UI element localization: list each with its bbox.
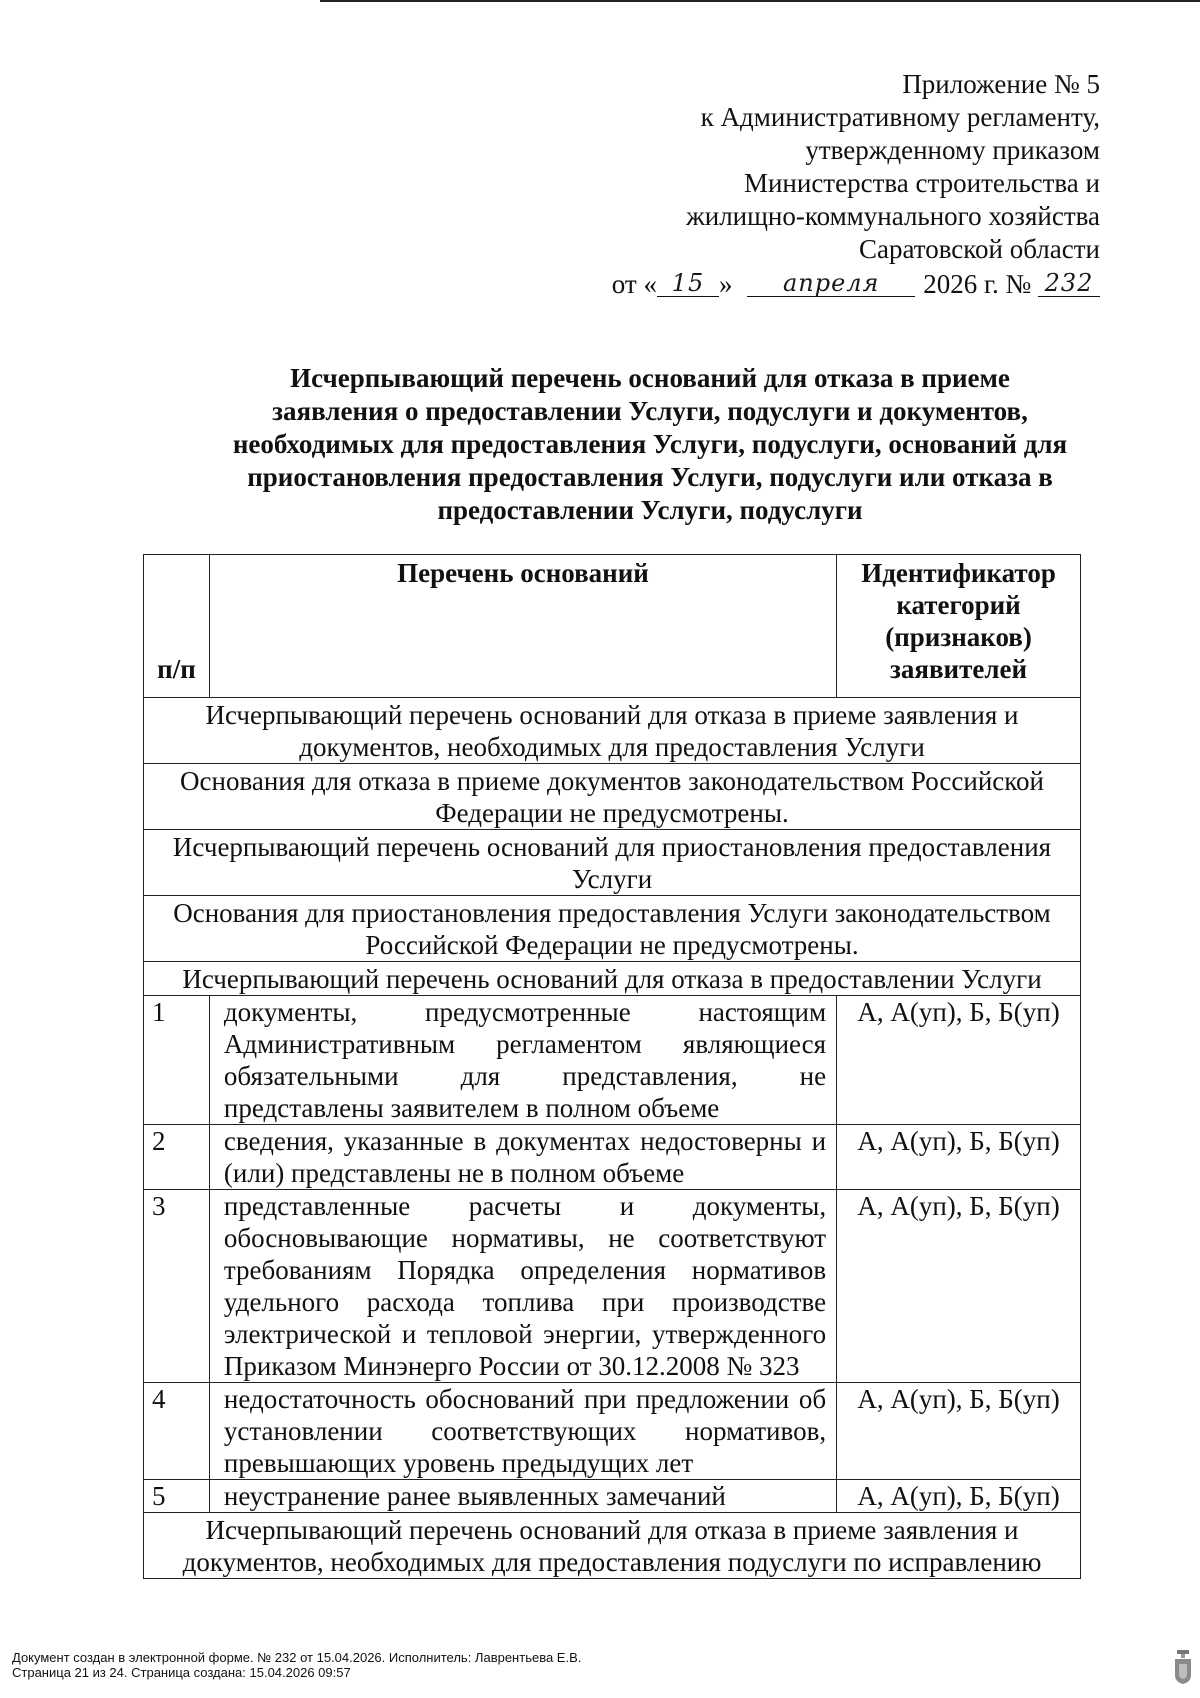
- section-row: [144, 698, 1081, 764]
- section-heading-1: Исчерпывающий перечень оснований для отказа в приеме заявления и документов, необходимых для предоставления Услуги: [144, 698, 1081, 764]
- footer-line-2: Страница 21 из 24. Страница создана: 15.04.2026 09:57: [12, 1665, 351, 1680]
- title-line-2: заявления о предоставлении Услуги, подуслуги и документов,: [272, 396, 1028, 426]
- header-ids: Идентификатор категорий (признаков) заявителей: [837, 555, 1081, 698]
- grounds-table: [143, 554, 1081, 1579]
- row-reason: неустранение ранее выявленных замечаний: [209, 1480, 836, 1513]
- row-category-ids: А, А(уп), Б, Б(уп): [837, 996, 1081, 1125]
- header-reasons: Перечень оснований: [209, 555, 836, 698]
- header-line-3: утвержденному приказом: [805, 135, 1100, 165]
- title-line-5: предоставлении Услуги, подуслуги: [437, 495, 863, 525]
- table-header-row: [144, 555, 1081, 698]
- section-note-1: Основания для отказа в приеме документов законодательством Российской Федерации не предусмотрены.: [144, 764, 1081, 830]
- row-category-ids: А, А(уп), Б, Б(уп): [837, 1125, 1081, 1190]
- title-line-4: приостановления предоставления Услуги, подуслуги или отказа в: [247, 462, 1053, 492]
- row-reason: сведения, указанные в документах недостоверны и (или) представлены не в полном объеме: [209, 1125, 836, 1190]
- section-row: [144, 830, 1081, 896]
- document-title: [150, 362, 1150, 527]
- table-row: [144, 1125, 1081, 1190]
- section-row: [144, 1513, 1081, 1579]
- table-row: [144, 1190, 1081, 1383]
- row-category-ids: А, А(уп), Б, Б(уп): [837, 1190, 1081, 1383]
- top-edge-line: [320, 0, 1200, 2]
- row-category-ids: А, А(уп), Б, Б(уп): [837, 1480, 1081, 1513]
- section-heading-2: Исчерпывающий перечень оснований для приостановления предоставления Услуги: [144, 830, 1081, 896]
- title-line-3: необходимых для предоставления Услуги, подуслуги, оснований для: [232, 429, 1068, 459]
- header-line-2: к Административному регламенту,: [700, 102, 1100, 132]
- section-row: [144, 896, 1081, 962]
- order-date-line: [500, 268, 1100, 301]
- footer-line-1: Документ создан в электронной форме. № 232 от 15.04.2026. Исполнитель: Лаврентьева Е.В.: [12, 1650, 582, 1665]
- row-number: 4: [144, 1383, 210, 1480]
- handwritten-month: апреля: [747, 270, 915, 297]
- section-row: [144, 962, 1081, 996]
- date-quote-close: »: [718, 269, 733, 299]
- header-line-4: Министерства строительства и: [743, 168, 1100, 198]
- row-number: 1: [144, 996, 210, 1125]
- handwritten-order-number: 232: [1038, 270, 1100, 297]
- header-line-6: Саратовской области: [859, 234, 1100, 264]
- row-number: 2: [144, 1125, 210, 1190]
- row-number: 3: [144, 1190, 210, 1383]
- row-category-ids: А, А(уп), Б, Б(уп): [837, 1383, 1081, 1480]
- section-heading-4: Исчерпывающий перечень оснований для отказа в приеме заявления и документов, необходимых для предоставления подуслуги по исправлению: [144, 1513, 1081, 1579]
- header-num: п/п: [144, 555, 210, 698]
- coat-of-arms-icon: [1174, 1650, 1192, 1684]
- handwritten-day: 15: [657, 270, 719, 297]
- table-row: [144, 1383, 1081, 1480]
- header-line-1: Приложение № 5: [902, 69, 1100, 99]
- table-row: [144, 1480, 1081, 1513]
- section-heading-3: Исчерпывающий перечень оснований для отказа в предоставлении Услуги: [144, 962, 1081, 996]
- row-reason: недостаточность обоснований при предложении об установлении соответствующих нормативов, превышающих уровень предыдущих лет: [209, 1383, 836, 1480]
- table-row: [144, 996, 1081, 1125]
- electronic-document-footer: [12, 1650, 581, 1680]
- date-prefix: от «: [611, 269, 657, 299]
- row-reason: документы, предусмотренные настоящим Административным регламентом являющиеся обязательными для представления, не представлены заявителем в полном объеме: [209, 996, 836, 1125]
- header-line-5: жилищно-коммунального хозяйства: [686, 201, 1100, 231]
- appendix-header: [500, 68, 1100, 301]
- section-row: [144, 764, 1081, 830]
- section-note-2: Основания для приостановления предоставления Услуги законодательством Российской Федерации не предусмотрены.: [144, 896, 1081, 962]
- title-line-1: Исчерпывающий перечень оснований для отказа в приеме: [290, 363, 1010, 393]
- date-year: 2026 г. №: [923, 269, 1032, 299]
- row-reason: представленные расчеты и документы, обосновывающие нормативы, не соответствуют требованиям Порядка определения нормативов удельного расхода топлива при производстве электрической и тепловой энергии, утвержденного Приказом Минэнерго России от 30.12.2008 № 323: [209, 1190, 836, 1383]
- row-number: 5: [144, 1480, 210, 1513]
